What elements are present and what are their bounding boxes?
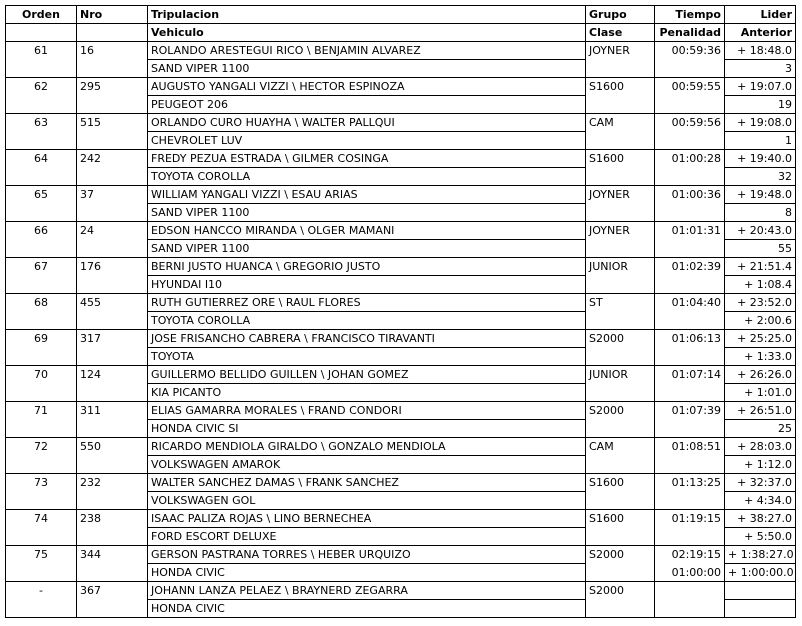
- crew-cell: AUGUSTO YANGALI VIZZI \ HECTOR ESPINOZA: [148, 78, 586, 96]
- tiempo-cell: [655, 582, 725, 600]
- crew-cell: EDSON HANCCO MIRANDA \ OLGER MAMANI: [148, 222, 586, 240]
- orden-cell: 64: [6, 150, 77, 186]
- penalidad-cell: [655, 600, 725, 618]
- lider-cell: + 25:25.0: [725, 330, 796, 348]
- table-row: [6, 78, 796, 96]
- nro-cell: 176: [77, 258, 148, 294]
- nro-cell: 232: [77, 474, 148, 510]
- anterior-cell: 3: [725, 60, 796, 78]
- anterior-cell: [725, 600, 796, 618]
- header-clase: Clase: [586, 24, 655, 42]
- anterior-cell: 32: [725, 168, 796, 186]
- grupo-cell: S1600: [586, 510, 655, 546]
- tiempo-cell: 01:04:40: [655, 294, 725, 312]
- nro-cell: 455: [77, 294, 148, 330]
- nro-cell: 238: [77, 510, 148, 546]
- vehicle-cell: HONDA CIVIC: [148, 564, 586, 582]
- header-tiempo: Tiempo: [655, 6, 725, 24]
- table-row: [6, 114, 796, 132]
- lider-cell: + 20:43.0: [725, 222, 796, 240]
- penalidad-cell: [655, 168, 725, 186]
- nro-cell: 16: [77, 42, 148, 78]
- vehicle-cell: TOYOTA COROLLA: [148, 312, 586, 330]
- grupo-cell: ST: [586, 294, 655, 330]
- vehicle-cell: VOLKSWAGEN AMAROK: [148, 456, 586, 474]
- penalidad-cell: [655, 528, 725, 546]
- orden-cell: 66: [6, 222, 77, 258]
- penalidad-cell: [655, 312, 725, 330]
- grupo-cell: S2000: [586, 582, 655, 618]
- vehicle-cell: VOLKSWAGEN GOL: [148, 492, 586, 510]
- nro-cell: 550: [77, 438, 148, 474]
- nro-cell: 124: [77, 366, 148, 402]
- penalidad-cell: 01:00:00: [655, 564, 725, 582]
- lider-cell: + 1:38:27.0: [725, 546, 796, 564]
- table-row: [6, 474, 796, 492]
- grupo-cell: S1600: [586, 150, 655, 186]
- orden-cell: 63: [6, 114, 77, 150]
- anterior-cell: + 5:50.0: [725, 528, 796, 546]
- lider-cell: [725, 582, 796, 600]
- orden-cell: 65: [6, 186, 77, 222]
- vehicle-cell: HYUNDAI I10: [148, 276, 586, 294]
- lider-cell: + 19:48.0: [725, 186, 796, 204]
- anterior-cell: + 1:12.0: [725, 456, 796, 474]
- penalidad-cell: [655, 456, 725, 474]
- table-row: [6, 330, 796, 348]
- grupo-cell: S1600: [586, 474, 655, 510]
- crew-cell: JOHANN LANZA PELAEZ \ BRAYNERD ZEGARRA: [148, 582, 586, 600]
- grupo-cell: S2000: [586, 402, 655, 438]
- grupo-cell: JOYNER: [586, 42, 655, 78]
- vehicle-cell: HONDA CIVIC: [148, 600, 586, 618]
- nro-cell: 367: [77, 582, 148, 618]
- orden-cell: 62: [6, 78, 77, 114]
- penalidad-cell: [655, 420, 725, 438]
- vehicle-cell: TOYOTA COROLLA: [148, 168, 586, 186]
- anterior-cell: + 1:00:00.0: [725, 564, 796, 582]
- lider-cell: + 23:52.0: [725, 294, 796, 312]
- tiempo-cell: 01:08:51: [655, 438, 725, 456]
- table-row: [6, 186, 796, 204]
- nro-cell: 37: [77, 186, 148, 222]
- tiempo-cell: 00:59:36: [655, 42, 725, 60]
- anterior-cell: + 2:00.6: [725, 312, 796, 330]
- lider-cell: + 26:51.0: [725, 402, 796, 420]
- anterior-cell: + 4:34.0: [725, 492, 796, 510]
- anterior-cell: 8: [725, 204, 796, 222]
- anterior-cell: + 1:01.0: [725, 384, 796, 402]
- grupo-cell: CAM: [586, 438, 655, 474]
- nro-cell: 242: [77, 150, 148, 186]
- table-row: [6, 366, 796, 384]
- penalidad-cell: [655, 60, 725, 78]
- grupo-cell: JOYNER: [586, 186, 655, 222]
- penalidad-cell: [655, 204, 725, 222]
- vehicle-cell: FORD ESCORT DELUXE: [148, 528, 586, 546]
- table-row: [6, 294, 796, 312]
- grupo-cell: S2000: [586, 330, 655, 366]
- tiempo-cell: 01:07:39: [655, 402, 725, 420]
- crew-cell: ELIAS GAMARRA MORALES \ FRAND CONDORI: [148, 402, 586, 420]
- grupo-cell: CAM: [586, 114, 655, 150]
- vehicle-cell: SAND VIPER 1100: [148, 204, 586, 222]
- lider-cell: + 19:08.0: [725, 114, 796, 132]
- grupo-cell: S1600: [586, 78, 655, 114]
- tiempo-cell: 00:59:55: [655, 78, 725, 96]
- header-row-2: [6, 24, 796, 42]
- tiempo-cell: 01:19:15: [655, 510, 725, 528]
- crew-cell: WILLIAM YANGALI VIZZI \ ESAU ARIAS: [148, 186, 586, 204]
- table-row: [6, 402, 796, 420]
- crew-cell: FREDY PEZUA ESTRADA \ GILMER COSINGA: [148, 150, 586, 168]
- table-row: [6, 42, 796, 60]
- header-vehiculo: Vehiculo: [148, 24, 586, 42]
- nro-cell: 344: [77, 546, 148, 582]
- tiempo-cell: 00:59:56: [655, 114, 725, 132]
- orden-cell: 69: [6, 330, 77, 366]
- results-table: [5, 5, 796, 618]
- lider-cell: + 19:07.0: [725, 78, 796, 96]
- tiempo-cell: 01:06:13: [655, 330, 725, 348]
- tiempo-cell: 01:13:25: [655, 474, 725, 492]
- orden-cell: 74: [6, 510, 77, 546]
- results-body: [6, 42, 796, 618]
- penalidad-cell: [655, 276, 725, 294]
- header-tripulacion: Tripulacion: [148, 6, 586, 24]
- crew-cell: WALTER SANCHEZ DAMAS \ FRANK SANCHEZ: [148, 474, 586, 492]
- header-anterior: Anterior: [725, 24, 796, 42]
- anterior-cell: + 1:08.4: [725, 276, 796, 294]
- tiempo-cell: 01:00:36: [655, 186, 725, 204]
- grupo-cell: JUNIOR: [586, 366, 655, 402]
- orden-cell: 73: [6, 474, 77, 510]
- penalidad-cell: [655, 240, 725, 258]
- table-row: [6, 222, 796, 240]
- header-nro-blank: [77, 24, 148, 42]
- crew-cell: RICARDO MENDIOLA GIRALDO \ GONZALO MENDIOLA: [148, 438, 586, 456]
- anterior-cell: 25: [725, 420, 796, 438]
- nro-cell: 515: [77, 114, 148, 150]
- orden-cell: 68: [6, 294, 77, 330]
- anterior-cell: 1: [725, 132, 796, 150]
- nro-cell: 317: [77, 330, 148, 366]
- crew-cell: GUILLERMO BELLIDO GUILLEN \ JOHAN GOMEZ: [148, 366, 586, 384]
- crew-cell: GERSON PASTRANA TORRES \ HEBER URQUIZO: [148, 546, 586, 564]
- vehicle-cell: SAND VIPER 1100: [148, 240, 586, 258]
- tiempo-cell: 01:00:28: [655, 150, 725, 168]
- crew-cell: ORLANDO CURO HUAYHA \ WALTER PALLQUI: [148, 114, 586, 132]
- table-row: [6, 582, 796, 600]
- orden-cell: 71: [6, 402, 77, 438]
- header-penalidad: Penalidad: [655, 24, 725, 42]
- orden-cell: 75: [6, 546, 77, 582]
- table-row: [6, 438, 796, 456]
- orden-cell: 61: [6, 42, 77, 78]
- header-nro: Nro: [77, 6, 148, 24]
- vehicle-cell: CHEVROLET LUV: [148, 132, 586, 150]
- tiempo-cell: 01:07:14: [655, 366, 725, 384]
- anterior-cell: 55: [725, 240, 796, 258]
- crew-cell: RUTH GUTIERREZ ORE \ RAUL FLORES: [148, 294, 586, 312]
- crew-cell: BERNI JUSTO HUANCA \ GREGORIO JUSTO: [148, 258, 586, 276]
- orden-cell: 70: [6, 366, 77, 402]
- penalidad-cell: [655, 132, 725, 150]
- table-row: [6, 546, 796, 564]
- grupo-cell: JUNIOR: [586, 258, 655, 294]
- table-row: [6, 150, 796, 168]
- lider-cell: + 18:48.0: [725, 42, 796, 60]
- header-lider: Lider: [725, 6, 796, 24]
- lider-cell: + 32:37.0: [725, 474, 796, 492]
- anterior-cell: + 1:33.0: [725, 348, 796, 366]
- penalidad-cell: [655, 96, 725, 114]
- lider-cell: + 26:26.0: [725, 366, 796, 384]
- vehicle-cell: HONDA CIVIC SI: [148, 420, 586, 438]
- orden-cell: 67: [6, 258, 77, 294]
- tiempo-cell: 01:02:39: [655, 258, 725, 276]
- nro-cell: 24: [77, 222, 148, 258]
- lider-cell: + 21:51.4: [725, 258, 796, 276]
- header-row-1: [6, 6, 796, 24]
- table-row: [6, 258, 796, 276]
- lider-cell: + 28:03.0: [725, 438, 796, 456]
- orden-cell: 72: [6, 438, 77, 474]
- grupo-cell: JOYNER: [586, 222, 655, 258]
- vehicle-cell: TOYOTA: [148, 348, 586, 366]
- grupo-cell: S2000: [586, 546, 655, 582]
- vehicle-cell: SAND VIPER 1100: [148, 60, 586, 78]
- lider-cell: + 19:40.0: [725, 150, 796, 168]
- lider-cell: + 38:27.0: [725, 510, 796, 528]
- crew-cell: JOSE FRISANCHO CABRERA \ FRANCISCO TIRAVANTI: [148, 330, 586, 348]
- penalidad-cell: [655, 348, 725, 366]
- penalidad-cell: [655, 384, 725, 402]
- penalidad-cell: [655, 492, 725, 510]
- tiempo-cell: 02:19:15: [655, 546, 725, 564]
- crew-cell: ROLANDO ARESTEGUI RICO \ BENJAMIN ALVAREZ: [148, 42, 586, 60]
- header-grupo: Grupo: [586, 6, 655, 24]
- orden-cell: -: [6, 582, 77, 618]
- table-row: [6, 510, 796, 528]
- header-orden-blank: [6, 24, 77, 42]
- vehicle-cell: PEUGEOT 206: [148, 96, 586, 114]
- crew-cell: ISAAC PALIZA ROJAS \ LINO BERNECHEA: [148, 510, 586, 528]
- nro-cell: 311: [77, 402, 148, 438]
- tiempo-cell: 01:01:31: [655, 222, 725, 240]
- vehicle-cell: KIA PICANTO: [148, 384, 586, 402]
- header-orden: Orden: [6, 6, 77, 24]
- nro-cell: 295: [77, 78, 148, 114]
- anterior-cell: 19: [725, 96, 796, 114]
